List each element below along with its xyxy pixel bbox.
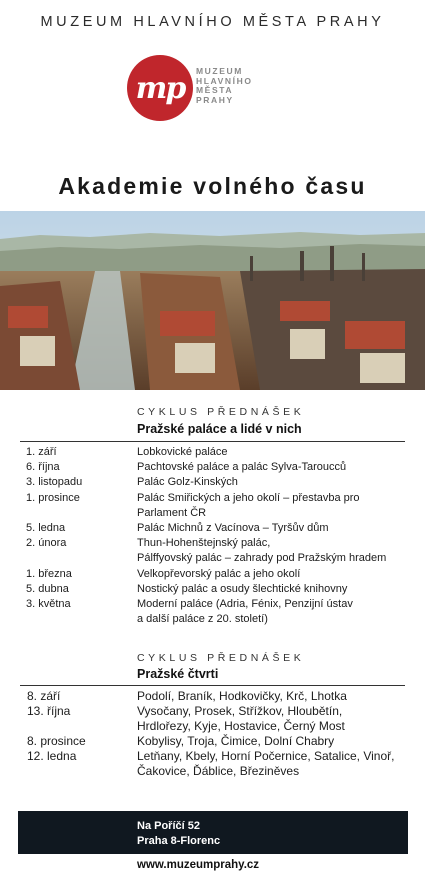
lecture-topic: Velkopřevorský palác a jeho okolí	[137, 567, 301, 580]
address-street: Na Poříčí 52	[137, 820, 200, 832]
lecture-topic: Nostický palác a osudy šlechtické knihovny	[137, 582, 348, 595]
list-item	[0, 612, 425, 627]
logo-line: HLAVNÍHO	[196, 75, 253, 86]
lecture-date: 6. října	[26, 461, 60, 474]
list-item	[0, 582, 425, 597]
lecture-topic: Hrdlořezy, Kyje, Hostavice, Černý Most	[137, 719, 345, 733]
list-item	[0, 689, 425, 704]
lecture-date: 12. ledna	[27, 749, 77, 763]
lecture-date: 13. října	[27, 704, 71, 718]
logo-line: PRAHY	[196, 94, 234, 105]
list-item	[0, 749, 425, 764]
list-item	[0, 460, 425, 475]
list-item	[0, 445, 425, 460]
lecture-topic: Podolí, Braník, Hodkovičky, Krč, Lhotka	[137, 689, 347, 703]
cycle-1-list	[0, 445, 425, 627]
list-item	[0, 597, 425, 612]
list-item	[0, 719, 425, 734]
museum-name-header: MUZEUM HLAVNÍHO MĚSTA PRAHY	[40, 14, 385, 30]
lecture-topic: Pálffyovský palác – zahrady pod Pražským hradem	[137, 552, 387, 565]
lecture-date: 8. prosince	[27, 734, 86, 748]
list-item	[0, 536, 425, 551]
lecture-topic: Palác Michnů z Vacínova – Tyršův dům	[137, 522, 329, 535]
list-item	[0, 704, 425, 719]
lecture-topic: a další paláce z 20. století)	[137, 613, 268, 626]
website-link[interactable]: www.muzeumprahy.cz	[137, 859, 260, 871]
list-item	[0, 734, 425, 749]
lecture-date: 1. března	[26, 567, 72, 580]
lecture-topic: Palác Golz-Kinských	[137, 476, 238, 489]
lecture-topic: Kobylisy, Troja, Čimice, Dolní Chabry	[137, 734, 335, 748]
cycle-2-list	[0, 689, 425, 779]
list-item	[0, 551, 425, 566]
lecture-topic: Letňany, Kbely, Horní Počernice, Satalice, Vinoř,	[137, 749, 395, 763]
lecture-topic: Palác Smiřických a jeho okolí – přestavba pro	[137, 491, 360, 504]
list-item	[0, 475, 425, 490]
logo-circle: mp	[127, 55, 193, 121]
divider	[20, 685, 405, 686]
divider	[20, 441, 405, 442]
cycle-1-label: CYKLUS PŘEDNÁŠEK	[137, 406, 305, 418]
logo-line: MUZEUM	[196, 66, 243, 76]
cycle-1-title: Pražské paláce a lidé v nich	[137, 422, 302, 436]
page-title: Akademie volného času	[58, 173, 367, 199]
lecture-topic: Pachtovské paláce a palác Sylva-Taroucců	[137, 461, 347, 474]
address-box	[18, 811, 408, 854]
lecture-topic: Čakovice, Ďáblice, Březiněves	[137, 764, 300, 778]
lecture-date: 5. ledna	[26, 522, 66, 535]
list-item	[0, 506, 425, 521]
list-item	[0, 567, 425, 582]
logo-text	[196, 67, 253, 105]
lecture-topic: Vysočany, Prosek, Střížkov, Hloubětín,	[137, 704, 343, 718]
lecture-date: 5. dubna	[26, 582, 69, 595]
lecture-date: 2. února	[26, 537, 67, 550]
lecture-topic: Parlament ČR	[137, 506, 207, 519]
lecture-date: 3. listopadu	[26, 476, 83, 489]
logo-line: MĚSTA	[196, 85, 234, 95]
lecture-date: 3. května	[26, 598, 71, 611]
lecture-topic: Thun-Hohenštejnský palác,	[137, 537, 271, 550]
cycle-2-title: Pražské čtvrti	[137, 667, 219, 681]
lecture-topic: Lobkovické paláce	[137, 446, 228, 458]
list-item	[0, 764, 425, 779]
address-city: Praha 8-Florenc	[137, 835, 221, 847]
cycle-2-label: CYKLUS PŘEDNÁŠEK	[137, 652, 305, 664]
lecture-topic: Moderní paláce (Adria, Fénix, Penzijní ústav	[137, 598, 353, 611]
museum-logo	[127, 55, 297, 125]
lecture-date: 1. prosince	[26, 491, 80, 504]
lecture-date: 8. září	[27, 689, 61, 703]
lecture-date: 1. září	[26, 446, 57, 458]
list-item	[0, 491, 425, 506]
list-item	[0, 521, 425, 536]
prague-panorama-image	[0, 211, 425, 390]
